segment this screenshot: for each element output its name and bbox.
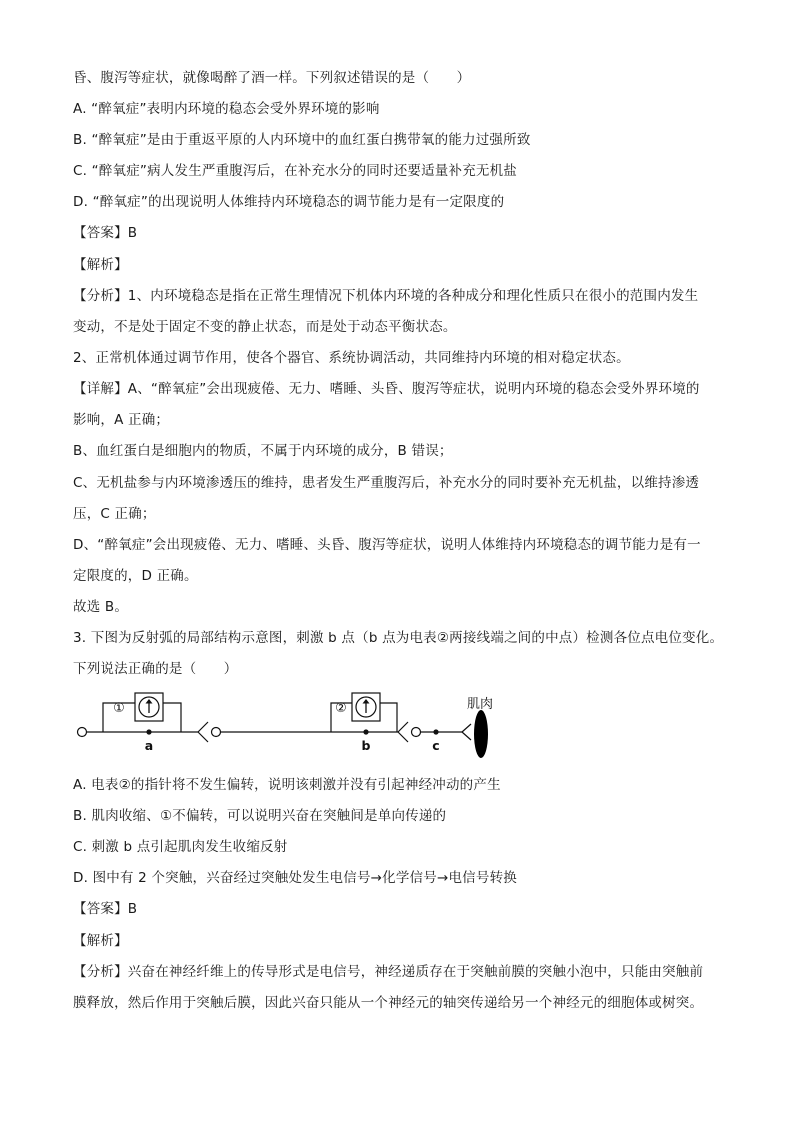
q2-conclusion: 故选 B。 <box>73 599 129 615</box>
q2-xiangjie-d-1: D、“醉氧症”会出现疲倦、无力、嗜睡、头昏、腹泻等症状，说明人体维持内环境稳态的调节能力是有一 <box>73 537 701 553</box>
q3-analysis-label: 【解析】 <box>73 933 128 949</box>
q2-analysis-label: 【解析】 <box>73 257 128 273</box>
q2-option-a: A. “醉氧症”表明内环境的稳态会受外界环境的影响 <box>73 101 380 117</box>
point-b-dot <box>363 729 368 734</box>
q2-xiangjie-b: B、血红蛋白是细胞内的物质，不属于内环境的成分，B 错误； <box>73 443 453 459</box>
point-c-dot <box>433 729 438 734</box>
reflex-arc-figure <box>70 686 510 766</box>
q3-option-b: B. 肌肉收缩、①不偏转，可以说明兴奋在突触间是单向传递的 <box>73 808 447 824</box>
q2-answer: 【答案】B <box>73 225 138 241</box>
q2-xiangjie-d-2: 定限度的，D 正确。 <box>73 568 198 584</box>
point-a-label: a <box>144 738 154 753</box>
point-b-label: b <box>361 738 371 753</box>
q3-answer: 【答案】B <box>73 901 138 917</box>
point-c-label: c <box>432 738 440 753</box>
q2-xiangjie-a-2: 影响，A 正确； <box>73 412 170 428</box>
muscle-label: 肌肉 <box>466 697 494 712</box>
neuron-cell-body-left <box>78 728 87 737</box>
q2-fenxi-line-2: 变动，不是处于固定不变的静止状态，而是处于动态平衡状态。 <box>73 319 457 335</box>
neuron-cell-body-right <box>412 728 421 737</box>
q3-option-a: A. 电表②的指针将不发生偏转，说明该刺激并没有引起神经冲动的产生 <box>73 777 501 793</box>
q3-stem-line-1: 3. 下图为反射弧的局部结构示意图，刺激 b 点（b 点为电表②两接线端之间的中点）检测各位点电位变化。 <box>73 630 724 646</box>
q2-xiangjie-c-1: C、无机盐参与内环境渗透压的维持，患者发生严重腹泻后，补充水分的同时要补充无机盐，以维持渗透 <box>73 475 700 491</box>
muscle-shape <box>474 710 488 758</box>
q2-xiangjie-a-1: 【详解】A、“醉氧症”会出现疲倦、无力、嗜睡、头昏、腹泻等症状，说明内环境的稳态会受外界环境的 <box>73 381 700 397</box>
meter-1-label: ① <box>113 701 125 716</box>
q2-stem-tail: 昏、腹泻等症状，就像喝醉了酒一样。下列叙述错误的是（ ） <box>73 70 471 86</box>
q2-xiangjie-c-2: 压，C 正确； <box>73 506 156 522</box>
q3-fenxi-line-2: 膜释放，然后作用于突触后膜，因此兴奋只能从一个神经元的轴突传递给另一个神经元的细胞体或树突。 <box>73 995 704 1011</box>
neuromuscular-junction <box>462 724 471 740</box>
q2-option-b: B. “醉氧症”是由于重返平原的人内环境中的血红蛋白携带氧的能力过强所致 <box>73 132 531 148</box>
q3-option-d: D. 图中有 2 个突触，兴奋经过突触处发生电信号→化学信号→电信号转换 <box>73 870 517 886</box>
point-a-dot <box>146 729 151 734</box>
q2-option-c: C. “醉氧症”病人发生严重腹泻后，在补充水分的同时还要适量补充无机盐 <box>73 163 517 179</box>
meter-2-label: ② <box>335 701 347 716</box>
synapse-1-terminal <box>198 722 208 742</box>
q2-fenxi-line-1: 【分析】1、内环境稳态是指在正常生理情况下机体内环境的各种成分和理化性质只在很小的范围内发生 <box>73 288 699 304</box>
q3-stem-line-2: 下列说法正确的是（ ） <box>73 661 238 677</box>
q2-fenxi-line-3: 2、正常机体通过调节作用，使各个器官、系统协调活动，共同维持内环境的相对稳定状态。 <box>73 350 630 366</box>
q3-fenxi-line-1: 【分析】兴奋在神经纤维上的传导形式是电信号，神经递质存在于突触前膜的突触小泡中，只能由突触前 <box>73 964 704 980</box>
q3-option-c: C. 刺激 b 点引起肌肉发生收缩反射 <box>73 839 288 855</box>
neuron-cell-body-middle <box>212 728 221 737</box>
q2-option-d: D. “醉氧症”的出现说明人体维持内环境稳态的调节能力是有一定限度的 <box>73 194 505 210</box>
synapse-2-terminal <box>398 722 408 742</box>
